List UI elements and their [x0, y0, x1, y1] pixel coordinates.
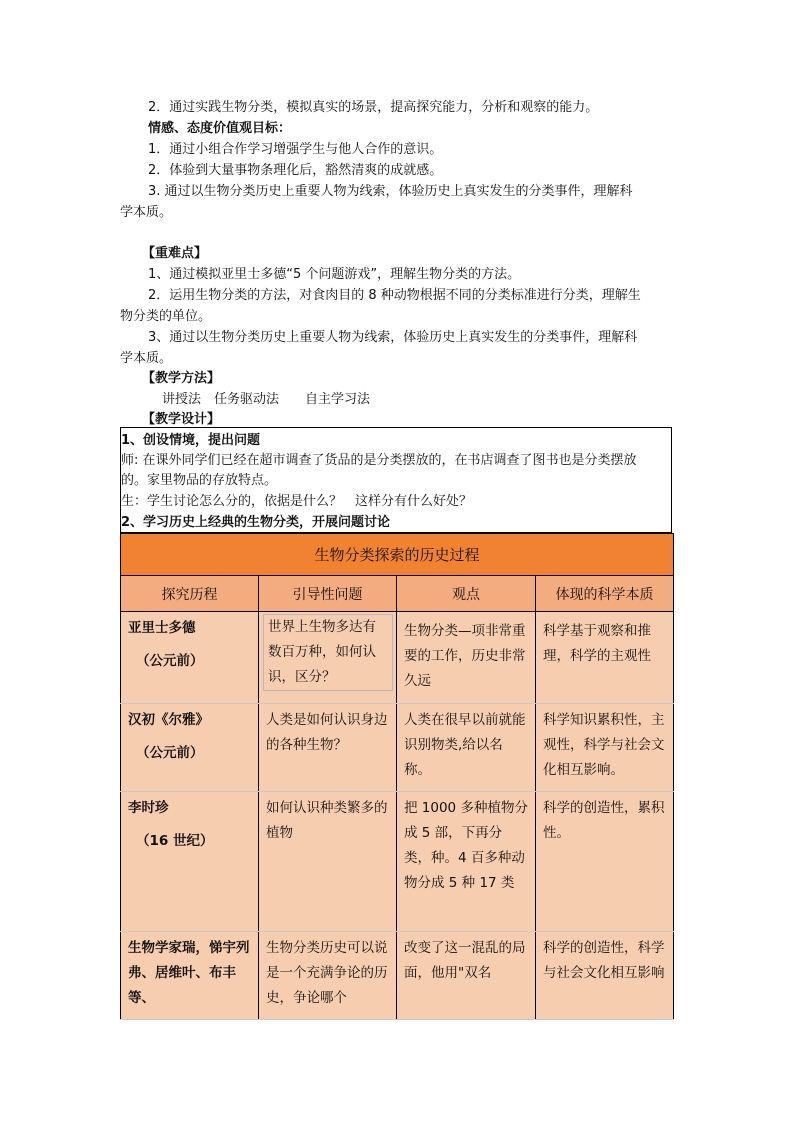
emotion-line-1: 1．通过小组合作学习增强学生与他人合作的意识。 [148, 142, 443, 157]
table-row [121, 612, 674, 704]
emotion-line-2: 2．体验到大量事物条理化后，豁然清爽的成就感。 [148, 163, 443, 178]
key-point-3: 3、通过以生物分类历史上重要人物为线索，体验历史上真实发生的分类事件，理解科 [148, 330, 638, 345]
header-question: 引导性问题 [259, 576, 397, 612]
methods-heading: 【教学方法】 [142, 371, 221, 386]
emotion-line-3: 3. 通过以生物分类历史上重要人物为线索，体验历史上真实发生的分类事件，理解科 [148, 184, 633, 199]
row-question: 世界上生物多达有数百万种，如何认识，区分？ [263, 614, 393, 691]
table-title: 生物分类探索的历史过程 [121, 534, 674, 576]
row-era: （公元前） [136, 745, 204, 761]
row-essence: 科学基于观察和推理，科学的主观性 [543, 623, 651, 664]
row-name: 汉初《尔雅》 [128, 712, 209, 728]
table-row [121, 932, 674, 1020]
section-2-title: 2、学习历史上经典的生物分类，开展问题讨论 [121, 515, 391, 530]
row-essence: 科学知识累积性，主观性，科学与社会文化相互影响。 [543, 712, 665, 778]
teacher-line-cont: 的。家里物品的存放特点。 [121, 473, 278, 488]
header-essence: 体现的科学本质 [536, 576, 674, 612]
emotion-line-3-cont: 学本质。 [120, 205, 173, 220]
row-question: 生物分类历史可以说是一个充满争论的历史，争论哪个 [266, 940, 388, 1006]
design-box [120, 427, 672, 533]
row-view: 生物分类—项非常重要的工作，历史非常久远 [404, 623, 526, 689]
header-view: 观点 [397, 576, 536, 612]
row-question: 人类是如何认识身边的各种生物？ [266, 712, 388, 753]
key-point-1: 1、通过模拟亚里士多德“5 个问题游戏”，理解生物分类的方法。 [148, 267, 521, 282]
row-name: 生物学家瑞，悌宇列弗、居维叶、布丰等、 [128, 940, 250, 1006]
table-row [121, 792, 674, 932]
teacher-line: 师: 在课外同学们已经在超市调查了货品的是分类摆放的，在书店调查了图书也是分类摆放 [121, 453, 637, 468]
row-era: （16 世纪） [136, 833, 214, 849]
header-process: 探究历程 [121, 576, 259, 612]
row-essence: 科学的创造性，科学与社会文化相互影响 [543, 940, 665, 981]
row-name: 李时珍 [128, 800, 169, 816]
methods-list: 讲授法 任务驱动法 自主学习法 [162, 392, 371, 407]
row-question: 如何认识种类繁多的植物 [266, 800, 388, 841]
row-view: 改变了这一混乱的局面，他用"双名 [404, 940, 526, 981]
key-points-heading: 【重难点】 [142, 246, 208, 261]
key-point-2: 2．运用生物分类的方法，对食肉目的 8 种动物根据不同的分类标准进行分类，理解生 [148, 288, 641, 303]
row-name: 亚里士多德 [128, 620, 196, 636]
table-row [121, 704, 674, 792]
history-table [120, 533, 674, 1020]
row-view: 人类在很早以前就能识别物类,给以名称。 [404, 712, 526, 778]
student-line: 生：学生讨论怎么分的，依据是什么？ 这样分有什么好处？ [121, 494, 473, 509]
design-heading: 【教学设计】 [142, 412, 221, 427]
row-era: （公元前） [136, 653, 204, 669]
row-essence: 科学的创造性，累积性。 [543, 800, 665, 841]
section-1-title: 1、创设情境，提出问题 [121, 433, 261, 448]
key-point-2-cont: 物分类的单位。 [120, 309, 212, 324]
objective-line-2: 2．通过实践生物分类，模拟真实的场景，提高探究能力，分析和观察的能力。 [148, 100, 599, 115]
key-point-3-cont: 学本质。 [120, 351, 173, 366]
emotion-heading: 情感、态度价值观目标： [148, 121, 292, 136]
row-view: 把 1000 多种植物分成 5 部，下再分类，种。4 百多种动物分成 5 种 17 类 [404, 800, 528, 891]
